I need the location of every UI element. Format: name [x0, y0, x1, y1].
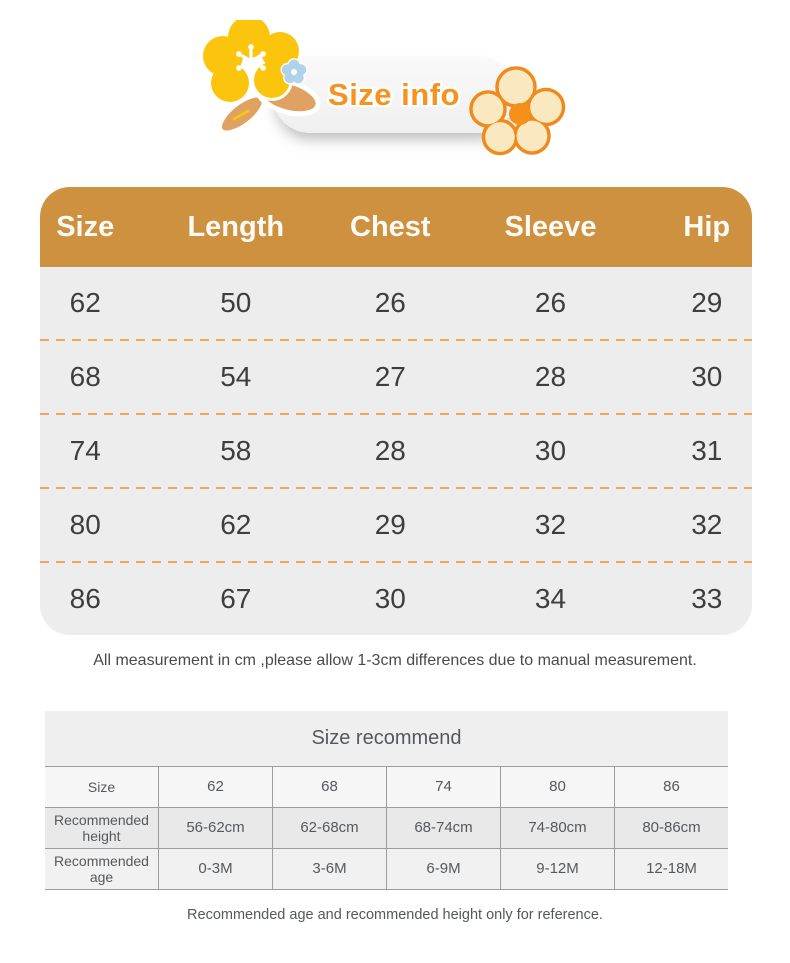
- size-value-cell: 58: [220, 435, 252, 466]
- size-value-cell: 54: [220, 361, 252, 392]
- row-label-age: Recommended age: [45, 849, 158, 889]
- age-cell: 3-6M: [272, 849, 386, 889]
- size-cell: 80: [500, 767, 614, 807]
- size-cell: 68: [272, 767, 386, 807]
- column-header-hip: Hip: [683, 210, 731, 243]
- size-value-cell: 30: [374, 583, 406, 614]
- size-value-cell: 31: [691, 435, 723, 466]
- size-value-cell: 32: [691, 509, 723, 540]
- size-value-cell: 30: [534, 435, 567, 466]
- age-cell: 0-3M: [158, 849, 272, 889]
- height-cell: 62-68cm: [272, 808, 386, 848]
- age-cell: 9-12M: [500, 849, 614, 889]
- size-cell: 62: [158, 767, 272, 807]
- size-table-header: [40, 187, 752, 267]
- size-recommend-title: Size recommend: [45, 711, 728, 766]
- size-value-cell: 74: [69, 435, 101, 466]
- size-value-cell: 26: [374, 287, 406, 318]
- size-cell: 74: [386, 767, 500, 807]
- page-title: Size info: [328, 76, 460, 112]
- size-table-body: [40, 267, 752, 635]
- column-header-chest: Chest: [350, 210, 431, 243]
- size-value-cell: 62: [220, 509, 252, 540]
- column-header-sleeve: Sleeve: [504, 210, 597, 243]
- size-value-cell: 27: [374, 361, 406, 392]
- size-value-cell: 50: [220, 287, 252, 318]
- size-value-cell: 33: [691, 583, 723, 614]
- size-value-cell: 68: [69, 361, 101, 392]
- cream-flower-icon: [467, 66, 569, 162]
- size-value-cell: 29: [374, 509, 406, 540]
- size-recommend-table: [45, 711, 728, 890]
- height-cell: 56-62cm: [158, 808, 272, 848]
- table-row: [40, 267, 752, 339]
- size-value-cell: 86: [69, 583, 101, 614]
- row-label-size: Size: [45, 767, 158, 807]
- size-value-cell: 67: [220, 583, 252, 614]
- yellow-flower-icon: [196, 20, 336, 145]
- size-value-cell: 30: [691, 361, 723, 392]
- column-header-size: Size: [56, 210, 115, 243]
- table-row: [45, 766, 728, 807]
- age-cell: 12-18M: [614, 849, 728, 889]
- size-value-cell: 62: [69, 287, 101, 318]
- height-cell: 68-74cm: [386, 808, 500, 848]
- table-row: [45, 807, 728, 848]
- size-table: [40, 187, 752, 635]
- size-cell: 86: [614, 767, 728, 807]
- size-value-cell: 28: [374, 435, 406, 466]
- age-cell: 6-9M: [386, 849, 500, 889]
- measurement-note: All measurement in cm ,please allow 1-3cm differences due to manual measurement.: [93, 652, 697, 669]
- height-cell: 74-80cm: [500, 808, 614, 848]
- row-label-height: Recommended height: [45, 808, 158, 848]
- table-row: [40, 563, 752, 635]
- reference-note: Recommended age and recommended height only for reference.: [187, 907, 603, 923]
- size-value-cell: 32: [534, 509, 567, 540]
- size-value-cell: 26: [534, 287, 567, 318]
- height-cell: 80-86cm: [614, 808, 728, 848]
- column-header-length: Length: [187, 210, 285, 243]
- table-row: [45, 848, 728, 889]
- size-value-cell: 28: [534, 361, 567, 392]
- table-row: [40, 489, 752, 561]
- size-value-cell: 29: [691, 287, 723, 318]
- table-row: [40, 415, 752, 487]
- size-value-cell: 34: [534, 583, 567, 614]
- size-value-cell: 80: [69, 509, 101, 540]
- table-row: [40, 341, 752, 413]
